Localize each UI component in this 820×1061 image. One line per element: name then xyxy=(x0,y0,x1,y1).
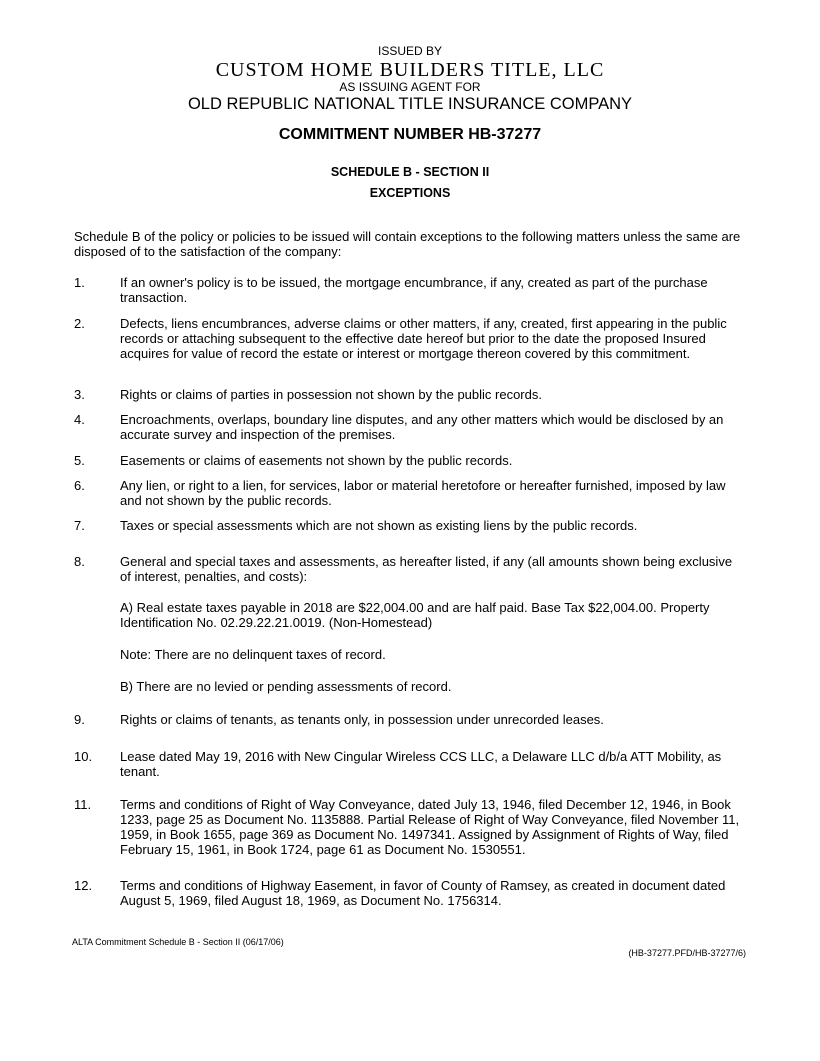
item-text: Easements or claims of easements not shown by the public records. xyxy=(120,453,513,468)
item-number: 4. xyxy=(74,412,85,427)
item-text: Lease dated May 19, 2016 with New Cingular Wireless CCS LLC, a Delaware LLC d/b/a ATT Mobility, as tenant. xyxy=(120,749,722,779)
exception-item-5 xyxy=(74,453,746,468)
issuing-agent-label: AS ISSUING AGENT FOR xyxy=(339,80,481,94)
exception-item-3 xyxy=(74,387,746,402)
item-text: Encroachments, overlaps, boundary line disputes, and any other matters which would be disclosed by an accurate survey and inspection of the premises. xyxy=(120,412,724,442)
item-number: 8. xyxy=(74,554,85,569)
item-number: 11. xyxy=(74,797,92,812)
exception-item-8 xyxy=(74,554,746,584)
item-text: General and special taxes and assessments, as hereafter listed, if any (all amounts shown being exclusive of interest, penalties, and costs): xyxy=(120,554,733,584)
item-number: 12. xyxy=(74,878,93,893)
intro-paragraph: Schedule B of the policy or policies to be issued will contain exceptions to the following matters unless the same are disposed of to the satisfaction of the company: xyxy=(74,229,741,259)
exception-item-9 xyxy=(74,712,746,727)
item-text: Any lien, or right to a lien, for services, labor or material heretofore or hereafter furnished, imposed by law and not shown by the public records. xyxy=(120,478,726,508)
exception-item-10 xyxy=(74,749,746,779)
item-text: Terms and conditions of Right of Way Conveyance, dated July 13, 1946, filed December 12, 1946, in Book 1233, page 25 as Document No. 1135888. Partial Release of Right of Way Conveyance, filed November 11, 1959, in Book 1655, page 369 as Document No. 1497341. Assigned by Assignment of Rights of Way, filed February 15, 1961, in Book 1724, page 61 as Document No. 1530551. xyxy=(120,797,740,857)
exception-item-4 xyxy=(74,412,746,442)
file-reference: (HB-37277.PFD/HB-37277/6) xyxy=(628,948,746,958)
exception-item-11 xyxy=(74,797,746,857)
schedule-heading: SCHEDULE B - SECTION II xyxy=(330,165,490,179)
item-number: 5. xyxy=(74,453,85,468)
item-number: 6. xyxy=(74,478,85,493)
item-8-note: Note: There are no delinquent taxes of record. xyxy=(120,647,386,662)
item-text: Rights or claims of parties in possession not shown by the public records. xyxy=(120,387,542,402)
item-8-subitem-b: B) There are no levied or pending assessments of record. xyxy=(120,679,452,694)
exceptions-heading: EXCEPTIONS xyxy=(369,186,451,200)
exception-item-2 xyxy=(74,316,746,361)
item-number: 3. xyxy=(74,387,85,402)
item-text: Rights or claims of tenants, as tenants only, in possession under unrecorded leases. xyxy=(120,712,604,727)
issuing-company-name: CUSTOM HOME BUILDERS TITLE, LLC xyxy=(215,59,605,81)
underwriter-name: OLD REPUBLIC NATIONAL TITLE INSURANCE COMPANY xyxy=(187,95,633,113)
item-number: 2. xyxy=(74,316,85,331)
exception-item-12 xyxy=(74,878,746,908)
item-number: 10. xyxy=(74,749,93,764)
item-text: Defects, liens encumbrances, adverse claims or other matters, if any, created, first appearing in the public records or attaching subsequent to the effective date hereof but prior to the date the proposed Insured acquires for value of record the estate or interest or mortgage thereon covered by this commitment. xyxy=(120,316,727,361)
item-number: 7. xyxy=(74,518,85,533)
exception-item-7 xyxy=(74,518,746,533)
form-footer: ALTA Commitment Schedule B - Section II (06/17/06) xyxy=(72,937,284,947)
commitment-number: COMMITMENT NUMBER HB-37277 xyxy=(278,126,542,143)
exception-item-6 xyxy=(74,478,746,508)
issued-by-label: ISSUED BY xyxy=(377,44,443,58)
item-number: 9. xyxy=(74,712,85,727)
exception-item-1 xyxy=(74,275,746,305)
item-text: Taxes or special assessments which are not shown as existing liens by the public records. xyxy=(120,518,638,533)
item-text: Terms and conditions of Highway Easement, in favor of County of Ramsey, as created in document dated August 5, 1969, filed August 18, 1969, as Document No. 1756314. xyxy=(120,878,726,908)
item-number: 1. xyxy=(74,275,85,290)
item-8-subitem-a: A) Real estate taxes payable in 2018 are $22,004.00 and are half paid. Base Tax $22,004.00. Property Identification No. 02.29.22.21.0019. (Non-Homestead) xyxy=(120,600,710,630)
item-text: If an owner's policy is to be issued, the mortgage encumbrance, if any, created as part of the purchase transaction. xyxy=(120,275,708,305)
